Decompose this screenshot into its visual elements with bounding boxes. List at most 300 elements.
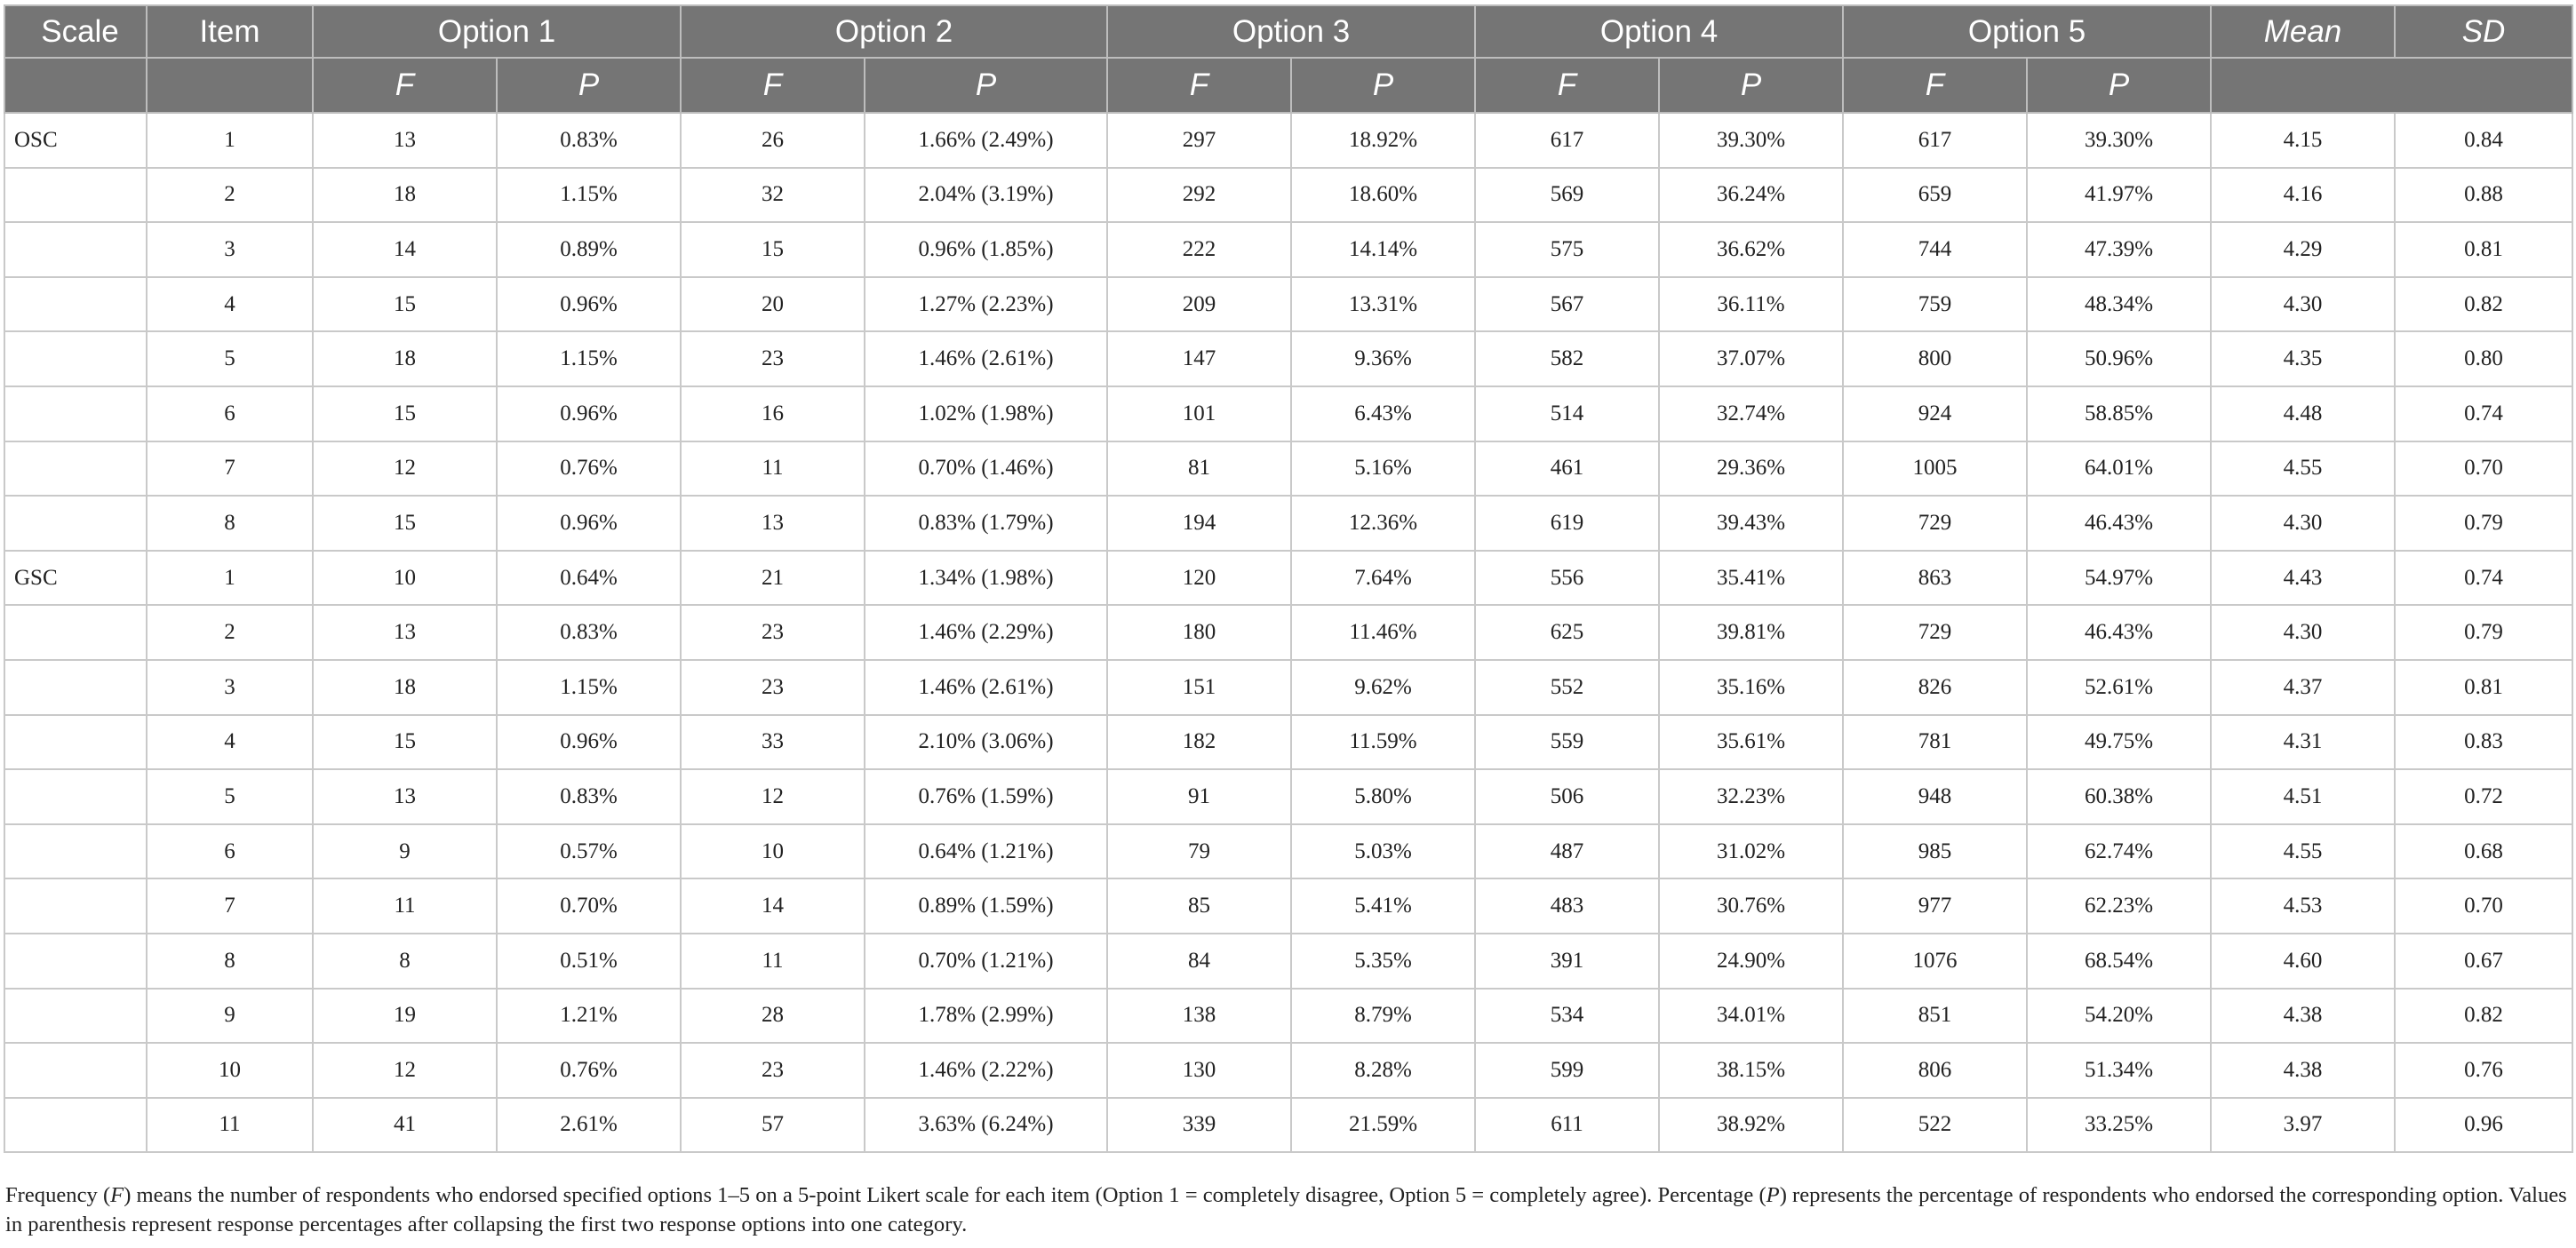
- mean-cell: 4.53: [2211, 878, 2395, 934]
- option-5-frequency: 617: [1843, 113, 2027, 168]
- table-row: [4, 660, 2572, 715]
- option-5-percentage: 50.96%: [2027, 331, 2211, 386]
- option-2-frequency: 33: [681, 715, 865, 770]
- footnote-text: Frequency (: [5, 1183, 111, 1207]
- option-2-percentage: 3.63% (6.24%): [865, 1098, 1107, 1153]
- option-3-percentage: 11.46%: [1291, 605, 1475, 660]
- option-5-frequency: 1076: [1843, 934, 2027, 989]
- option-4-frequency: 575: [1475, 222, 1659, 277]
- option-3-percentage: 14.14%: [1291, 222, 1475, 277]
- option-4-frequency: 506: [1475, 769, 1659, 824]
- option-4-frequency: 391: [1475, 934, 1659, 989]
- option-3-percentage: 7.64%: [1291, 551, 1475, 606]
- option-4-percentage: 39.30%: [1659, 113, 1843, 168]
- option-3-percentage: 13.31%: [1291, 277, 1475, 332]
- option-2-percentage: 1.66% (2.49%): [865, 113, 1107, 168]
- option-4-percentage: 32.74%: [1659, 386, 1843, 441]
- sd-cell: 0.79: [2395, 605, 2572, 660]
- scale-cell: GSC: [4, 551, 147, 606]
- option-3-percentage: 18.60%: [1291, 168, 1475, 223]
- header-option-1: Option 1: [313, 5, 681, 58]
- option-5-percentage: 46.43%: [2027, 605, 2211, 660]
- mean-cell: 4.43: [2211, 551, 2395, 606]
- header-blank-stats: [2211, 58, 2572, 113]
- option-2-frequency: 13: [681, 496, 865, 551]
- sd-cell: 0.72: [2395, 769, 2572, 824]
- option-1-percentage: 0.96%: [497, 715, 681, 770]
- option-5-percentage: 46.43%: [2027, 496, 2211, 551]
- option-1-percentage: 0.83%: [497, 113, 681, 168]
- scale-cell: [4, 769, 147, 824]
- option-1-percentage: 0.96%: [497, 496, 681, 551]
- mean-cell: 4.48: [2211, 386, 2395, 441]
- footnote-text: ) represents the percentage of respondents who endorsed the corresponding option. Values in parenthesis represent response percentages after collapsing the first two response options into one category.: [5, 1183, 2567, 1236]
- option-2-percentage: 1.78% (2.99%): [865, 989, 1107, 1044]
- option-1-percentage: 1.15%: [497, 331, 681, 386]
- option-4-frequency: 567: [1475, 277, 1659, 332]
- option-2-percentage: 0.96% (1.85%): [865, 222, 1107, 277]
- option-3-percentage: 9.62%: [1291, 660, 1475, 715]
- option-4-frequency: 483: [1475, 878, 1659, 934]
- option-1-frequency: 15: [313, 277, 497, 332]
- scale-cell: [4, 824, 147, 879]
- header-option-4: Option 4: [1475, 5, 1843, 58]
- option-3-percentage: 5.35%: [1291, 934, 1475, 989]
- mean-cell: 4.30: [2211, 605, 2395, 660]
- option-3-frequency: 79: [1107, 824, 1291, 879]
- option-5-percentage: 62.23%: [2027, 878, 2211, 934]
- option-2-percentage: 2.10% (3.06%): [865, 715, 1107, 770]
- scale-cell: [4, 660, 147, 715]
- table-row: [4, 1098, 2572, 1153]
- mean-cell: 4.60: [2211, 934, 2395, 989]
- table-header: [4, 5, 2572, 113]
- table-row: [4, 496, 2572, 551]
- option-2-percentage: 0.83% (1.79%): [865, 496, 1107, 551]
- mean-cell: 4.16: [2211, 168, 2395, 223]
- option-3-frequency: 81: [1107, 441, 1291, 497]
- option-3-percentage: 6.43%: [1291, 386, 1475, 441]
- option-2-frequency: 20: [681, 277, 865, 332]
- mean-cell: 4.55: [2211, 441, 2395, 497]
- sd-cell: 0.76: [2395, 1043, 2572, 1098]
- option-3-frequency: 151: [1107, 660, 1291, 715]
- option-2-frequency: 26: [681, 113, 865, 168]
- option-2-percentage: 1.34% (1.98%): [865, 551, 1107, 606]
- item-cell: 5: [147, 769, 313, 824]
- option-2-percentage: 2.04% (3.19%): [865, 168, 1107, 223]
- option-2-frequency: 23: [681, 660, 865, 715]
- option-5-frequency: 806: [1843, 1043, 2027, 1098]
- option-2-frequency: 23: [681, 331, 865, 386]
- option-5-percentage: 64.01%: [2027, 441, 2211, 497]
- item-cell: 7: [147, 441, 313, 497]
- sd-cell: 0.82: [2395, 277, 2572, 332]
- option-1-frequency: 12: [313, 441, 497, 497]
- sd-cell: 0.67: [2395, 934, 2572, 989]
- option-3-frequency: 130: [1107, 1043, 1291, 1098]
- table-row: [4, 1043, 2572, 1098]
- table-row: [4, 824, 2572, 879]
- item-cell: 4: [147, 715, 313, 770]
- header-option-3: Option 3: [1107, 5, 1475, 58]
- item-cell: 3: [147, 222, 313, 277]
- sd-cell: 0.82: [2395, 989, 2572, 1044]
- option-4-frequency: 582: [1475, 331, 1659, 386]
- option-5-percentage: 39.30%: [2027, 113, 2211, 168]
- option-1-frequency: 13: [313, 605, 497, 660]
- option-3-percentage: 8.79%: [1291, 989, 1475, 1044]
- option-4-percentage: 38.15%: [1659, 1043, 1843, 1098]
- option-1-frequency: 19: [313, 989, 497, 1044]
- mean-cell: 4.38: [2211, 989, 2395, 1044]
- sd-cell: 0.88: [2395, 168, 2572, 223]
- option-2-frequency: 23: [681, 605, 865, 660]
- item-cell: 8: [147, 496, 313, 551]
- option-1-frequency: 15: [313, 496, 497, 551]
- mean-cell: 4.31: [2211, 715, 2395, 770]
- mean-cell: 4.30: [2211, 277, 2395, 332]
- table-row: [4, 769, 2572, 824]
- option-2-frequency: 16: [681, 386, 865, 441]
- mean-cell: 4.51: [2211, 769, 2395, 824]
- scale-cell: [4, 386, 147, 441]
- option-3-frequency: 182: [1107, 715, 1291, 770]
- table-row: [4, 441, 2572, 497]
- table-row: [4, 551, 2572, 606]
- option-2-frequency: 10: [681, 824, 865, 879]
- option-1-frequency: 15: [313, 386, 497, 441]
- table-row: [4, 113, 2572, 168]
- option-5-percentage: 54.97%: [2027, 551, 2211, 606]
- header-option-2: Option 2: [681, 5, 1107, 58]
- mean-cell: 4.30: [2211, 496, 2395, 551]
- option-4-percentage: 35.61%: [1659, 715, 1843, 770]
- header-p: P: [2027, 58, 2211, 113]
- option-5-frequency: 977: [1843, 878, 2027, 934]
- option-4-percentage: 34.01%: [1659, 989, 1843, 1044]
- item-cell: 1: [147, 551, 313, 606]
- option-2-percentage: 0.70% (1.21%): [865, 934, 1107, 989]
- mean-cell: 4.38: [2211, 1043, 2395, 1098]
- mean-cell: 4.35: [2211, 331, 2395, 386]
- table-row: [4, 222, 2572, 277]
- sd-cell: 0.81: [2395, 222, 2572, 277]
- option-5-frequency: 781: [1843, 715, 2027, 770]
- option-4-percentage: 38.92%: [1659, 1098, 1843, 1153]
- option-4-frequency: 461: [1475, 441, 1659, 497]
- item-cell: 11: [147, 1098, 313, 1153]
- option-5-frequency: 729: [1843, 605, 2027, 660]
- option-4-frequency: 599: [1475, 1043, 1659, 1098]
- option-2-percentage: 0.64% (1.21%): [865, 824, 1107, 879]
- header-option-5: Option 5: [1843, 5, 2211, 58]
- header-f: F: [1843, 58, 2027, 113]
- option-1-frequency: 13: [313, 113, 497, 168]
- option-4-frequency: 617: [1475, 113, 1659, 168]
- option-2-frequency: 28: [681, 989, 865, 1044]
- header-scale: Scale: [4, 5, 147, 58]
- option-3-frequency: 147: [1107, 331, 1291, 386]
- option-1-percentage: 1.15%: [497, 168, 681, 223]
- option-5-frequency: 985: [1843, 824, 2027, 879]
- option-5-percentage: 58.85%: [2027, 386, 2211, 441]
- option-4-frequency: 556: [1475, 551, 1659, 606]
- option-3-percentage: 21.59%: [1291, 1098, 1475, 1153]
- scale-cell: [4, 441, 147, 497]
- option-2-percentage: 1.27% (2.23%): [865, 277, 1107, 332]
- option-2-frequency: 11: [681, 441, 865, 497]
- option-3-percentage: 5.41%: [1291, 878, 1475, 934]
- option-4-percentage: 36.62%: [1659, 222, 1843, 277]
- option-4-percentage: 35.41%: [1659, 551, 1843, 606]
- item-cell: 1: [147, 113, 313, 168]
- option-4-frequency: 625: [1475, 605, 1659, 660]
- option-5-percentage: 62.74%: [2027, 824, 2211, 879]
- option-3-percentage: 12.36%: [1291, 496, 1475, 551]
- option-2-percentage: 1.02% (1.98%): [865, 386, 1107, 441]
- option-5-frequency: 800: [1843, 331, 2027, 386]
- option-2-percentage: 1.46% (2.29%): [865, 605, 1107, 660]
- option-4-frequency: 611: [1475, 1098, 1659, 1153]
- table-row: [4, 878, 2572, 934]
- likert-response-table: [4, 4, 2573, 1153]
- option-1-percentage: 2.61%: [497, 1098, 681, 1153]
- mean-cell: 3.97: [2211, 1098, 2395, 1153]
- option-4-percentage: 36.24%: [1659, 168, 1843, 223]
- option-1-percentage: 0.83%: [497, 769, 681, 824]
- option-4-percentage: 31.02%: [1659, 824, 1843, 879]
- scale-cell: [4, 934, 147, 989]
- option-3-frequency: 180: [1107, 605, 1291, 660]
- option-1-percentage: 0.96%: [497, 277, 681, 332]
- header-blank-item: [147, 58, 313, 113]
- item-cell: 2: [147, 168, 313, 223]
- scale-cell: [4, 277, 147, 332]
- sd-cell: 0.79: [2395, 496, 2572, 551]
- option-4-frequency: 569: [1475, 168, 1659, 223]
- item-cell: 3: [147, 660, 313, 715]
- option-5-percentage: 52.61%: [2027, 660, 2211, 715]
- option-2-frequency: 32: [681, 168, 865, 223]
- option-4-percentage: 24.90%: [1659, 934, 1843, 989]
- option-2-frequency: 21: [681, 551, 865, 606]
- option-1-percentage: 1.15%: [497, 660, 681, 715]
- option-5-frequency: 948: [1843, 769, 2027, 824]
- option-1-percentage: 0.83%: [497, 605, 681, 660]
- scale-cell: [4, 496, 147, 551]
- item-cell: 6: [147, 386, 313, 441]
- mean-cell: 4.29: [2211, 222, 2395, 277]
- option-5-percentage: 33.25%: [2027, 1098, 2211, 1153]
- item-cell: 7: [147, 878, 313, 934]
- sd-cell: 0.68: [2395, 824, 2572, 879]
- mean-cell: 4.55: [2211, 824, 2395, 879]
- option-1-frequency: 14: [313, 222, 497, 277]
- option-3-percentage: 5.80%: [1291, 769, 1475, 824]
- option-5-percentage: 41.97%: [2027, 168, 2211, 223]
- option-3-frequency: 101: [1107, 386, 1291, 441]
- header-p: P: [497, 58, 681, 113]
- header-f: F: [1107, 58, 1291, 113]
- table-row: [4, 605, 2572, 660]
- sd-cell: 0.84: [2395, 113, 2572, 168]
- option-4-frequency: 487: [1475, 824, 1659, 879]
- option-3-frequency: 138: [1107, 989, 1291, 1044]
- option-2-percentage: 1.46% (2.22%): [865, 1043, 1107, 1098]
- option-1-frequency: 15: [313, 715, 497, 770]
- header-f: F: [1475, 58, 1659, 113]
- sd-cell: 0.74: [2395, 386, 2572, 441]
- table-row: [4, 277, 2572, 332]
- option-3-frequency: 339: [1107, 1098, 1291, 1153]
- sd-cell: 0.83: [2395, 715, 2572, 770]
- table-row: [4, 989, 2572, 1044]
- table-row: [4, 934, 2572, 989]
- sd-cell: 0.81: [2395, 660, 2572, 715]
- header-f: F: [681, 58, 865, 113]
- option-5-percentage: 54.20%: [2027, 989, 2211, 1044]
- option-3-frequency: 209: [1107, 277, 1291, 332]
- option-4-percentage: 37.07%: [1659, 331, 1843, 386]
- option-5-frequency: 522: [1843, 1098, 2027, 1153]
- item-cell: 2: [147, 605, 313, 660]
- option-4-frequency: 559: [1475, 715, 1659, 770]
- option-4-percentage: 32.23%: [1659, 769, 1843, 824]
- header-p: P: [865, 58, 1107, 113]
- option-1-frequency: 10: [313, 551, 497, 606]
- footnote-p-symbol: P: [1766, 1183, 1780, 1207]
- option-3-frequency: 85: [1107, 878, 1291, 934]
- sd-cell: 0.80: [2395, 331, 2572, 386]
- sd-cell: 0.74: [2395, 551, 2572, 606]
- option-1-percentage: 0.70%: [497, 878, 681, 934]
- option-1-percentage: 0.51%: [497, 934, 681, 989]
- option-3-frequency: 91: [1107, 769, 1291, 824]
- option-5-percentage: 51.34%: [2027, 1043, 2211, 1098]
- header-blank-scale: [4, 58, 147, 113]
- header-p: P: [1291, 58, 1475, 113]
- table-row: [4, 331, 2572, 386]
- option-5-frequency: 744: [1843, 222, 2027, 277]
- option-1-percentage: 0.89%: [497, 222, 681, 277]
- option-2-frequency: 12: [681, 769, 865, 824]
- table-row: [4, 715, 2572, 770]
- scale-cell: OSC: [4, 113, 147, 168]
- option-1-percentage: 1.21%: [497, 989, 681, 1044]
- option-3-percentage: 9.36%: [1291, 331, 1475, 386]
- option-4-percentage: 36.11%: [1659, 277, 1843, 332]
- scale-cell: [4, 715, 147, 770]
- option-2-percentage: 0.89% (1.59%): [865, 878, 1107, 934]
- scale-cell: [4, 331, 147, 386]
- option-1-percentage: 0.57%: [497, 824, 681, 879]
- option-4-percentage: 39.81%: [1659, 605, 1843, 660]
- scale-cell: [4, 605, 147, 660]
- option-1-frequency: 11: [313, 878, 497, 934]
- option-3-percentage: 5.03%: [1291, 824, 1475, 879]
- scale-cell: [4, 168, 147, 223]
- option-3-frequency: 194: [1107, 496, 1291, 551]
- option-5-frequency: 659: [1843, 168, 2027, 223]
- option-1-frequency: 18: [313, 331, 497, 386]
- option-5-frequency: 851: [1843, 989, 2027, 1044]
- option-2-frequency: 14: [681, 878, 865, 934]
- option-3-frequency: 84: [1107, 934, 1291, 989]
- option-1-frequency: 41: [313, 1098, 497, 1153]
- item-cell: 6: [147, 824, 313, 879]
- option-1-frequency: 18: [313, 660, 497, 715]
- option-5-percentage: 60.38%: [2027, 769, 2211, 824]
- option-5-frequency: 826: [1843, 660, 2027, 715]
- option-5-percentage: 48.34%: [2027, 277, 2211, 332]
- scale-cell: [4, 1098, 147, 1153]
- option-1-frequency: 18: [313, 168, 497, 223]
- header-f: F: [313, 58, 497, 113]
- table-footnote: [5, 1180, 2570, 1239]
- header-sd: SD: [2395, 5, 2572, 58]
- option-3-percentage: 8.28%: [1291, 1043, 1475, 1098]
- option-2-frequency: 11: [681, 934, 865, 989]
- option-5-percentage: 49.75%: [2027, 715, 2211, 770]
- option-3-frequency: 292: [1107, 168, 1291, 223]
- item-cell: 8: [147, 934, 313, 989]
- scale-cell: [4, 222, 147, 277]
- item-cell: 9: [147, 989, 313, 1044]
- header-item: Item: [147, 5, 313, 58]
- item-cell: 10: [147, 1043, 313, 1098]
- sd-cell: 0.70: [2395, 878, 2572, 934]
- scale-cell: [4, 989, 147, 1044]
- footnote-f-symbol: F: [110, 1183, 124, 1207]
- option-1-percentage: 0.64%: [497, 551, 681, 606]
- option-2-frequency: 15: [681, 222, 865, 277]
- option-2-percentage: 0.70% (1.46%): [865, 441, 1107, 497]
- sd-cell: 0.70: [2395, 441, 2572, 497]
- option-1-percentage: 0.76%: [497, 441, 681, 497]
- option-5-frequency: 924: [1843, 386, 2027, 441]
- item-cell: 4: [147, 277, 313, 332]
- option-5-frequency: 1005: [1843, 441, 2027, 497]
- option-1-percentage: 0.76%: [497, 1043, 681, 1098]
- table-row: [4, 386, 2572, 441]
- option-3-percentage: 5.16%: [1291, 441, 1475, 497]
- option-4-percentage: 29.36%: [1659, 441, 1843, 497]
- mean-cell: 4.37: [2211, 660, 2395, 715]
- header-mean: Mean: [2211, 5, 2395, 58]
- option-3-frequency: 120: [1107, 551, 1291, 606]
- option-2-frequency: 57: [681, 1098, 865, 1153]
- header-row-options: [4, 5, 2572, 58]
- option-4-frequency: 514: [1475, 386, 1659, 441]
- scale-cell: [4, 1043, 147, 1098]
- option-2-frequency: 23: [681, 1043, 865, 1098]
- table-row: [4, 168, 2572, 223]
- option-3-percentage: 11.59%: [1291, 715, 1475, 770]
- option-3-percentage: 18.92%: [1291, 113, 1475, 168]
- option-1-frequency: 13: [313, 769, 497, 824]
- sd-cell: 0.96: [2395, 1098, 2572, 1153]
- mean-cell: 4.15: [2211, 113, 2395, 168]
- option-5-frequency: 729: [1843, 496, 2027, 551]
- option-3-frequency: 297: [1107, 113, 1291, 168]
- option-5-percentage: 47.39%: [2027, 222, 2211, 277]
- option-1-percentage: 0.96%: [497, 386, 681, 441]
- table-body: [4, 113, 2572, 1152]
- item-cell: 5: [147, 331, 313, 386]
- option-5-percentage: 68.54%: [2027, 934, 2211, 989]
- option-4-percentage: 30.76%: [1659, 878, 1843, 934]
